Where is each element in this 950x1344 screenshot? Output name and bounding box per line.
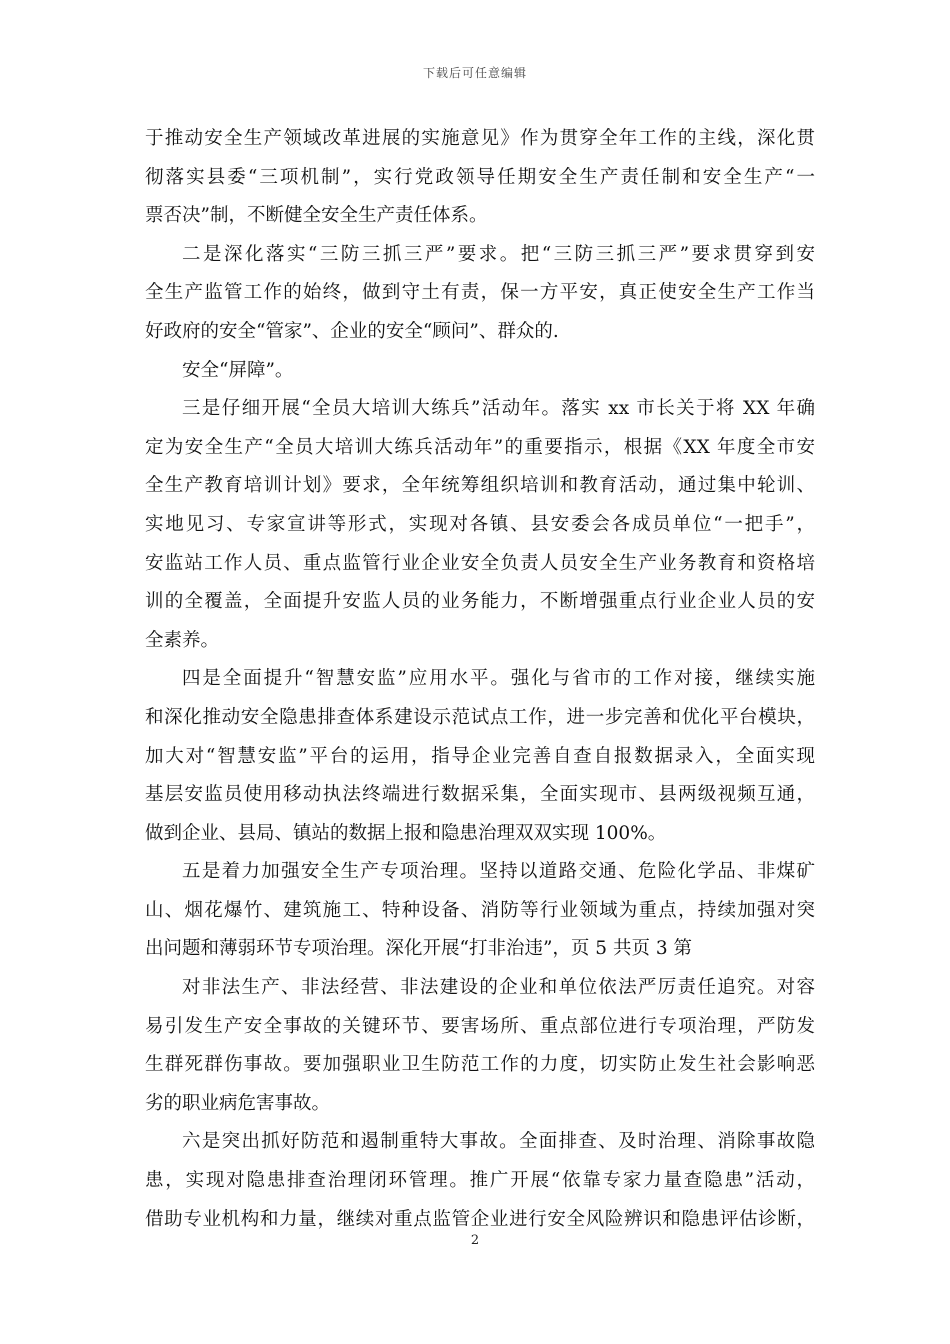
text-line: 对非法生产、非法经营、非法建设的企业和单位依法严厉责任追究。对容 [182, 977, 815, 999]
text-line: 训的全覆盖，全面提升安监人员的业务能力，不断增强重点行业企业人员的安 [145, 591, 815, 613]
text-line: 五是着力加强安全生产专项治理。坚持以道路交通、危险化学品、非煤矿 [182, 861, 815, 883]
text-line: 好政府的安全“管家”、企业的安全“顾问”、群众的. [145, 320, 559, 342]
text-line: 全素养。 [145, 629, 220, 651]
text-line: 四是全面提升“智慧安监”应用水平。强化与省市的工作对接，继续实施 [182, 668, 815, 690]
text-line: 实地见习、专家宣讲等形式，实现对各镇、县安委会各成员单位“一把手”， [145, 513, 815, 535]
text-line: 全生产教育培训计划》要求，全年统筹组织培训和教育活动，通过集中轮训、 [145, 475, 815, 497]
text-line: 全生产监管工作的始终，做到守土有责，保一方平安，真正使安全生产工作当 [145, 282, 815, 304]
text-line: 定为安全生产“全员大培训大练兵活动年”的重要指示，根据《XX 年度全市安 [145, 436, 815, 458]
text-line: 生群死群伤事故。要加强职业卫生防范工作的力度，切实防止发生社会影响恶 [145, 1054, 815, 1076]
text-line: 安全“屏障”。 [182, 359, 294, 381]
text-line: 二是深化落实“三防三抓三严”要求。把“三防三抓三严”要求贯穿到安 [182, 243, 815, 265]
text-line: 基层安监员使用移动执法终端进行数据采集，全面实现市、县两级视频互通， [145, 784, 815, 806]
page-header: 下载后可任意编辑 [422, 66, 527, 80]
text-line: 出问题和薄弱环节专项治理。深化开展“打非治违”，页 5 共页 3 第 [145, 938, 692, 960]
text-line: 三是仔细开展“全员大培训大练兵”活动年。落实 xx 市长关于将 XX 年确 [182, 398, 815, 420]
text-line: 借助专业机构和力量，继续对重点监管企业进行安全风险辨识和隐患评估诊断， [145, 1208, 815, 1230]
text-line: 加大对“智慧安监”平台的运用，指导企业完善自查自报数据录入，全面实现 [145, 745, 815, 767]
text-line: 山、烟花爆竹、建筑施工、特种设备、消防等行业领域为重点，持续加强对突 [145, 899, 815, 921]
text-line: 劣的职业病危害事故。 [145, 1092, 331, 1114]
text-line: 票否决”制，不断健全安全生产责任体系。 [145, 205, 488, 227]
text-line: 和深化推动安全隐患排查体系建设示范试点工作，进一步完善和优化平台模块， [145, 706, 815, 728]
text-line: 安监站工作人员、重点监管行业企业安全负责人员安全生产业务教育和资格培 [145, 552, 815, 574]
text-line: 六是突出抓好防范和遏制重特大事故。全面排查、及时治理、消除事故隐 [182, 1131, 815, 1153]
page-number: 2 [470, 1233, 480, 1248]
text-line: 做到企业、县局、镇站的数据上报和隐患治理双双实现 100%。 [145, 822, 667, 844]
text-line: 患，实现对隐患排查治理闭环管理。推广开展“依靠专家力量查隐患”活动， [145, 1170, 815, 1192]
document-body [145, 120, 815, 1239]
text-line: 彻落实县委“三项机制”，实行党政领导任期安全生产责任制和安全生产“一 [145, 166, 815, 188]
text-line: 易引发生产安全事故的关键环节、要害场所、重点部位进行专项治理，严防发 [145, 1015, 815, 1037]
text-line: 于推动安全生产领域改革进展的实施意见》作为贯穿全年工作的主线，深化贯 [145, 128, 815, 149]
